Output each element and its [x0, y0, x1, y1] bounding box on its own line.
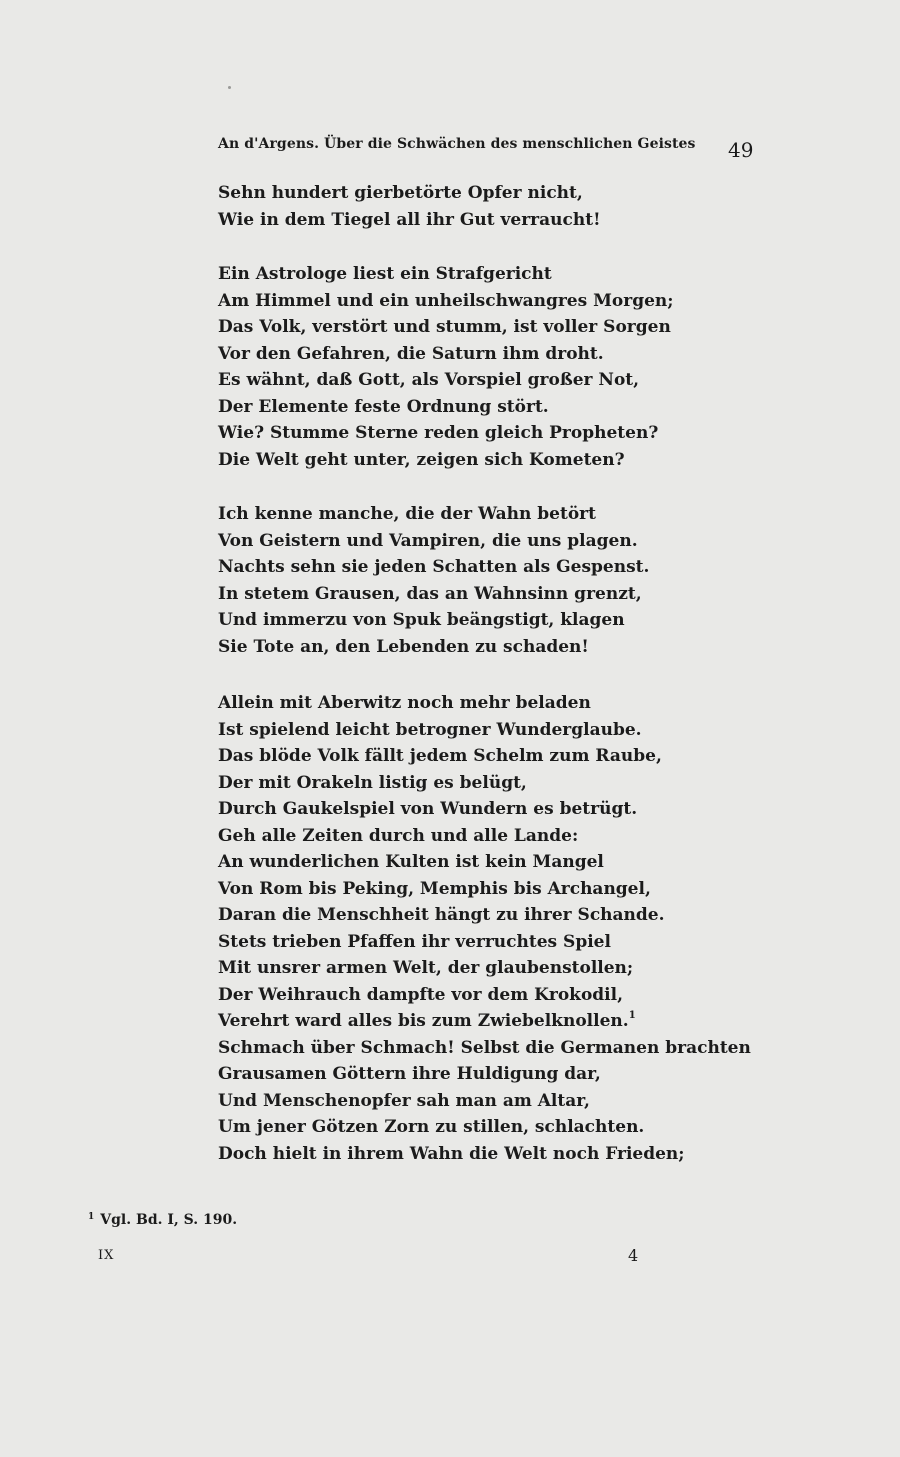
stanza-break [218, 473, 858, 501]
stanza-2 [218, 261, 858, 473]
footnote-text: Vgl. Bd. I, S. 190. [100, 1212, 238, 1228]
verse-text: Verehrt ward alles bis zum Zwiebelknollen. [218, 1011, 629, 1031]
footnote-reference: 1 [628, 1010, 636, 1021]
verse-line: Der Elemente feste Ordnung stört. [218, 396, 549, 417]
footnote [88, 1212, 237, 1228]
stanza-break [218, 233, 858, 261]
verse-line: Ist spielend leicht betrogner Wunderglaube. [218, 719, 642, 740]
verse-line-with-footnote [218, 1008, 858, 1035]
verse-line: Ein Astrologe liest ein Strafgericht [218, 264, 552, 284]
verse-line: Sehn hundert gierbetörte Opfer nicht, [218, 183, 583, 203]
verse-line: Das Volk, verstört und stumm, ist voller Sorgen [218, 317, 671, 337]
verse-line: Ich kenne manche, die der Wahn betört [218, 504, 596, 524]
verse-line: Wie? Stumme Sterne reden gleich Propheten? [218, 423, 659, 443]
page-number: 49 [728, 138, 754, 162]
verse-line: Und Menschenopfer sah man am Altar, [218, 1090, 590, 1111]
verse-line: Sie Tote an, den Lebenden zu schaden! [218, 636, 589, 657]
verse-line: Wie in dem Tiegel all ihr Gut verraucht! [218, 209, 601, 230]
verse-line: Am Himmel und ein unheilschwangres Morgen; [218, 290, 674, 311]
verse-line: Nachts sehn sie jeden Schatten als Gespenst. [218, 557, 650, 577]
stanza-4 [218, 690, 858, 1167]
verse-line: Von Rom bis Peking, Memphis bis Archangel, [218, 878, 651, 899]
verse-line: Daran die Menschheit hängt zu ihrer Schande. [218, 905, 665, 925]
verse-line: Mit unsrer armen Welt, der glaubenstollen; [218, 958, 634, 978]
verse-line: Geh alle Zeiten durch und alle Lande: [218, 825, 579, 846]
verse-line: Der Weihrauch dampfte vor dem Krokodil, [218, 984, 624, 1005]
verse-line: Schmach über Schmach! Selbst die Germanen brachten [218, 1037, 751, 1058]
verse-line: Allein mit Aberwitz noch mehr beladen [218, 693, 591, 713]
verse-line: An wunderlichen Kulten ist kein Mangel [218, 852, 604, 872]
verse-line: Es wähnt, daß Gott, als Vorspiel großer Not, [218, 370, 640, 390]
stanza-3 [218, 501, 858, 660]
stanza-break [218, 660, 858, 690]
verse-line: Von Geistern und Vampiren, die uns plagen. [218, 530, 638, 551]
running-title: An d'Argens. Über die Schwächen des menschlichen Geistes [218, 136, 696, 152]
footnote-number: 1 [88, 1212, 95, 1222]
verse-line: Das blöde Volk fällt jedem Schelm zum Raube, [218, 746, 662, 766]
verse-line: Durch Gaukelspiel von Wundern es betrügt. [218, 799, 638, 819]
verse-line: Grausamen Göttern ihre Huldigung dar, [218, 1064, 601, 1084]
verse-line: Vor den Gefahren, die Saturn ihm droht. [218, 343, 604, 364]
verse-line: Um jener Götzen Zorn zu stillen, schlachten. [218, 1117, 645, 1137]
poem [218, 180, 858, 1167]
verse-line: In stetem Grausen, das an Wahnsinn grenzt, [218, 583, 642, 604]
verse-line: Der mit Orakeln listig es belügt, [218, 772, 527, 793]
stanza-1 [218, 180, 858, 233]
sheet-number: 4 [628, 1246, 639, 1265]
verse-line: Die Welt geht unter, zeigen sich Kometen? [218, 449, 625, 470]
verse-line: Und immerzu von Spuk beängstigt, klagen [218, 610, 625, 630]
verse-line: Doch hielt in ihrem Wahn die Welt noch Frieden; [218, 1143, 685, 1164]
printer-signature: IX [98, 1248, 115, 1263]
paper-speck [228, 86, 231, 89]
verse-line: Stets trieben Pfaffen ihr verruchtes Spiel [218, 931, 611, 952]
